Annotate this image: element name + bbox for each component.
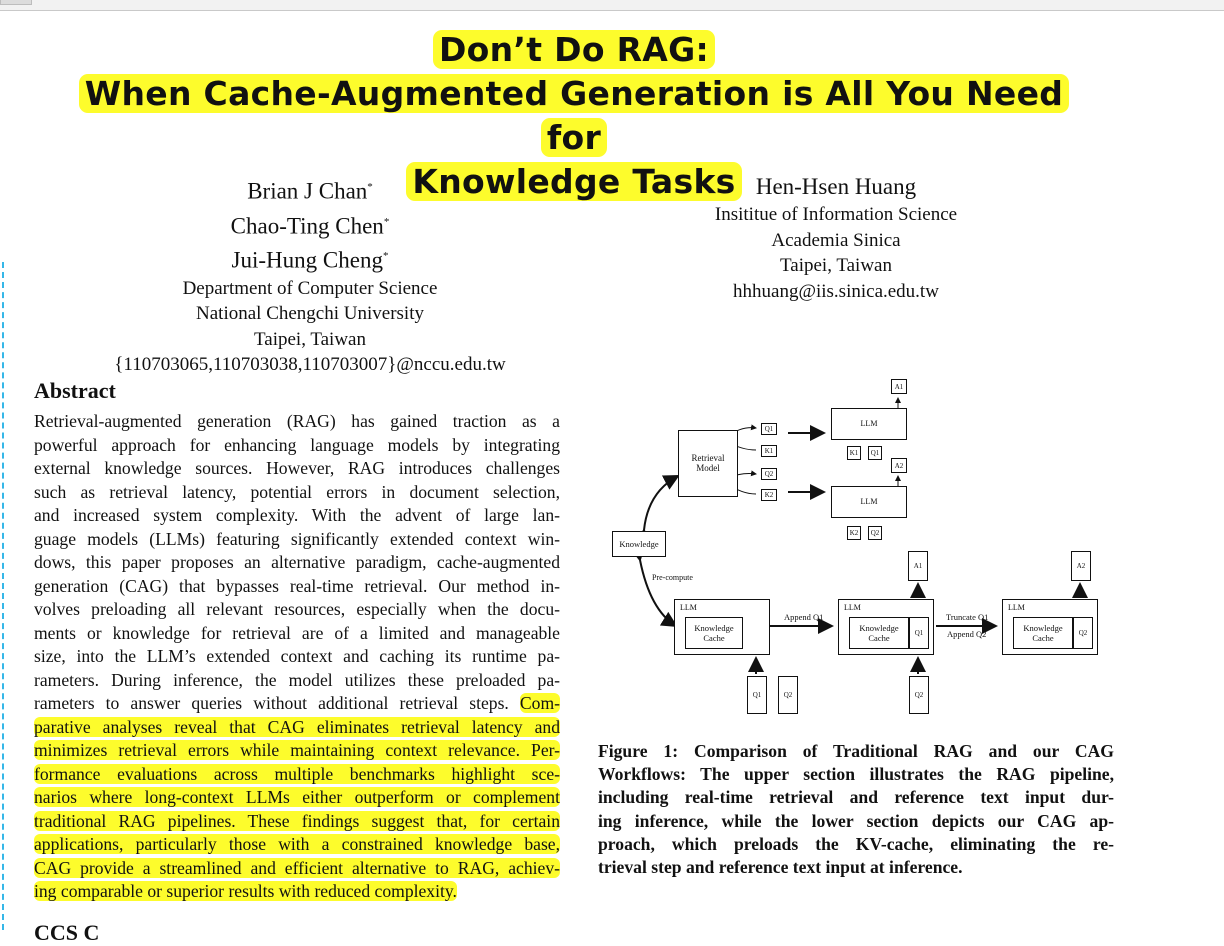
author-emails: {110703065,110703038,110703007}@nccu.edu.tw (114, 354, 506, 376)
knowledge-cache: Knowledge Cache (685, 617, 743, 649)
highlighted-text: applications, particularly those with a constrained knowledge base, (34, 834, 560, 854)
affiliation-line: Department of Computer Science (182, 277, 438, 299)
llm-cache-box-2: LLM Knowledge Cache Q1 (838, 599, 934, 655)
abstract-text: rameters to answer queries without additional retrieval steps. (34, 693, 520, 713)
author-name: Jui-Hung Cheng* (231, 247, 389, 273)
q2-query: Q2 (778, 676, 798, 714)
abstract-text: Retrieval-augmented generation (RAG) has gained traction as a (34, 411, 560, 431)
abstract-line (34, 833, 560, 857)
knowledge-cache: Knowledge Cache (1013, 617, 1073, 649)
q1-token: Q1 (761, 423, 777, 435)
viewer-top-bar (0, 0, 1224, 11)
q2-query-second: Q2 (909, 676, 929, 714)
abstract-line (34, 739, 560, 763)
affiliation-line: Taipei, Taiwan (779, 255, 892, 276)
affiliation-line: Insititue of Information Science (714, 204, 958, 225)
a2-token: A2 (891, 458, 907, 473)
author-email: hhhuang@iis.sinica.edu.tw (733, 280, 939, 302)
a1-token: A1 (891, 379, 907, 394)
precompute-label: Pre-compute (652, 573, 693, 582)
author-name: Hen-Hsen Huang (755, 174, 917, 199)
affiliation-line: National Chengchi University (196, 303, 424, 325)
q1-input: Q1 (868, 446, 882, 460)
highlighted-text: CAG provide a streamlined and efficient alternative to RAG, achiev- (34, 857, 560, 878)
abstract-line (34, 457, 560, 481)
abstract-text: rameters. During inference, the model utilizes these preloaded pa- (34, 669, 560, 690)
highlighted-text: parative analyses reveal that CAG eliminates retrieval latency and (34, 716, 560, 737)
abstract-line (34, 622, 560, 646)
abstract-text: ments or knowledge for retrieval are of a limited and manageable (34, 622, 560, 643)
k2-input: K2 (847, 526, 861, 540)
author-block-left (60, 172, 560, 378)
caption-line: Figure 1: Comparison of Traditional RAG and our CAG (598, 741, 1114, 761)
a2-output: A2 (1071, 551, 1091, 581)
knowledge-box: Knowledge (612, 531, 666, 557)
abstract-line (34, 669, 560, 693)
abstract-line (34, 692, 560, 716)
append-q2-label: Append Q2 (947, 629, 987, 639)
retrieval-model-box: Retrieval Model (678, 430, 738, 497)
k2-token: K2 (761, 489, 777, 501)
abstract-text: guage models (LLMs) featuring significantly extended context win- (34, 528, 560, 549)
llm-box-rag-1: LLM (831, 408, 907, 440)
author-name: Chao-Ting Chen* (230, 213, 390, 239)
abstract-text: external knowledge sources. However, RAG introduces challenges (34, 458, 560, 478)
abstract-text: dows, this paper proposes an alternative paradigm, cache-augmented (34, 552, 560, 572)
llm-box-rag-2: LLM (831, 486, 907, 518)
highlighted-text: Com- (519, 693, 560, 713)
affiliation-line: Academia Sinica (771, 229, 901, 251)
a1-output: A1 (908, 551, 928, 581)
margin-dashed-rule (2, 262, 4, 930)
caption-line: proach, which preloads the KV-cache, eliminating the re- (598, 833, 1114, 854)
abstract-line (34, 645, 560, 669)
affiliation-line: Taipei, Taiwan (253, 328, 366, 350)
abstract-line (34, 481, 560, 505)
abstract-body (34, 410, 560, 904)
abstract-line (34, 528, 560, 552)
abstract-text: generation (CAG) that bypasses real-time retrieval. Our method in- (34, 575, 560, 596)
title-line-2: When Cache-Augmented Generation is All You Need for (60, 72, 1088, 160)
k1-input: K1 (847, 446, 861, 460)
caption-line: Workflows: The upper section illustrates the RAG pipeline, (598, 764, 1114, 785)
abstract-heading: Abstract (34, 378, 116, 403)
k1-token: K1 (761, 445, 777, 457)
q2-input: Q2 (868, 526, 882, 540)
highlighted-text: minimizes retrieval errors while maintaining context relevance. Per- (34, 740, 560, 760)
abstract-line (34, 575, 560, 599)
abstract-line (34, 880, 560, 904)
title-line-3: Knowledge Tasks (60, 160, 1088, 204)
abstract-text: such as retrieval latency, potential errors in document selection, (34, 481, 560, 502)
author-name: Brian J Chan* (247, 178, 373, 204)
abstract-line (34, 763, 560, 787)
highlighted-text: ing comparable or superior results with reduced complexity. (34, 881, 457, 901)
highlighted-text: formance evaluations across multiple benchmarks highlight sce- (34, 763, 560, 784)
abstract-line (34, 434, 560, 458)
author-block-right (636, 172, 1036, 304)
title-line-1: Don’t Do RAG: (60, 28, 1088, 72)
q1-query: Q1 (747, 676, 767, 714)
section-heading-partial: CCS C (34, 920, 100, 945)
abstract-text: powerful approach for enhancing language models by integrating (34, 434, 560, 455)
q2-token: Q2 (761, 468, 777, 480)
abstract-line (34, 598, 560, 622)
highlighted-text: narios where long-context LLMs either outperform or complement (34, 787, 560, 807)
abstract-text: volves preloading all relevant resources, especially when the docu- (34, 599, 560, 619)
knowledge-cache: Knowledge Cache (849, 617, 909, 649)
llm-cache-box-1: LLM Knowledge Cache (674, 599, 770, 655)
figure-1-diagram (600, 370, 1120, 720)
abstract-text: and increased system complexity. With the advent of large lan- (34, 505, 560, 525)
llm-cache-box-3: LLM Knowledge Cache Q2 (1002, 599, 1098, 655)
q1-in-cache: Q1 (909, 617, 929, 649)
caption-line: ing inference, while the lower section depicts our CAG ap- (598, 810, 1114, 831)
abstract-line (34, 551, 560, 575)
abstract-line (34, 857, 560, 881)
viewer-tab[interactable] (0, 0, 32, 5)
abstract-text: size, into the LLM’s extended context and caching its runtime pa- (34, 646, 560, 666)
figure-caption (598, 740, 1114, 879)
q2-in-cache: Q2 (1073, 617, 1093, 649)
abstract-line (34, 504, 560, 528)
abstract-line (34, 716, 560, 740)
highlighted-text: traditional RAG pipelines. These findings suggest that, for certain (34, 810, 560, 831)
abstract-line (34, 410, 560, 434)
abstract-line (34, 786, 560, 810)
caption-line: trieval step and reference text input at inference. (598, 857, 963, 878)
caption-line: including real-time retrieval and reference text input dur- (598, 787, 1114, 808)
append-q1-label: Append Q1 (784, 612, 824, 622)
truncate-q1-label: Truncate Q1 (946, 612, 989, 622)
abstract-line (34, 810, 560, 834)
